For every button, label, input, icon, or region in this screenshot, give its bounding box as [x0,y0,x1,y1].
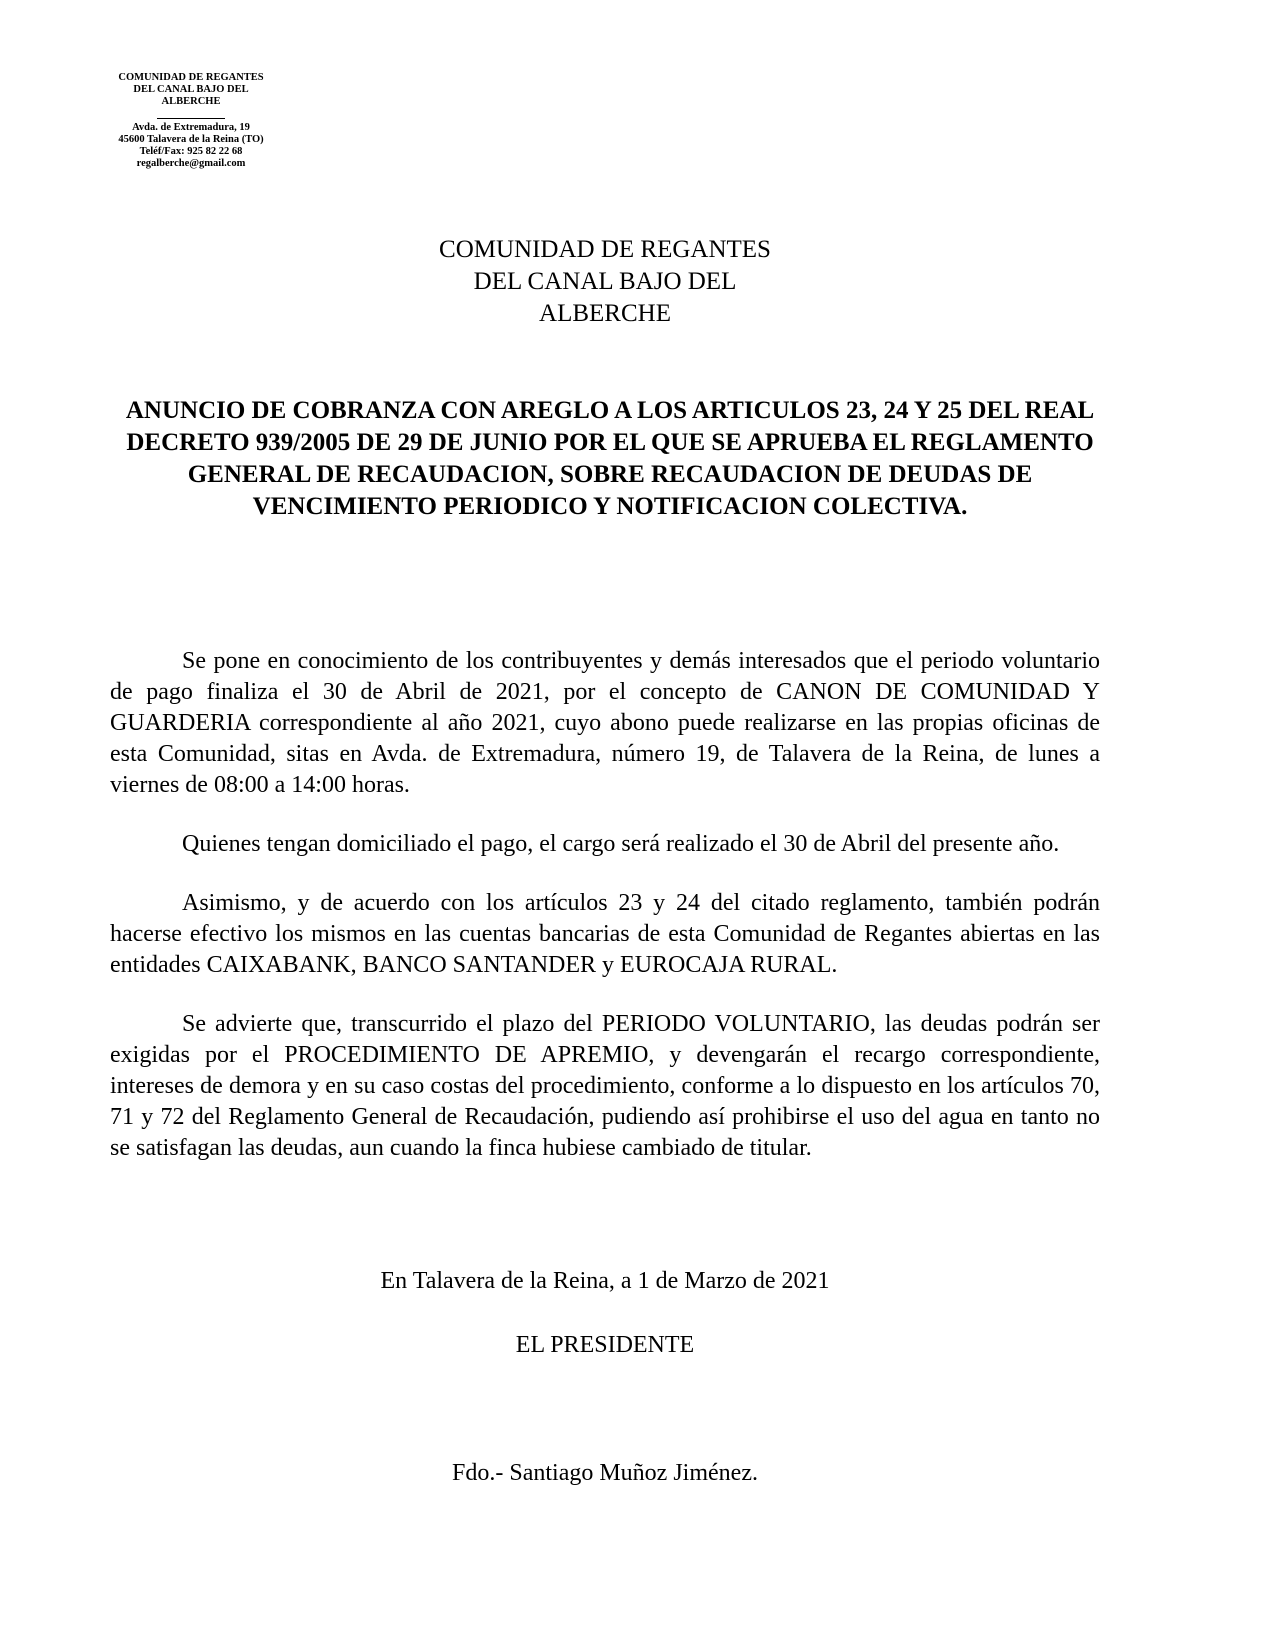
signature-line: Fdo.- Santiago Muñoz Jiménez. [452,1460,758,1486]
body-paragraph: Asimismo, y de acuerdo con los artículos 23 y 24 del citado reglamento, también podrán hacerse efectivo los mismos en las cuentas bancarias de esta Comunidad de Regantes abiertas en las entidades CAIXABANK, BANCO SANTANDER y EUROCAJA RURAL. [110,890,1100,978]
letterhead-org-line: ALBERCHE [161,96,221,107]
letterhead-org-line: DEL CANAL BAJO DEL [133,84,249,95]
letterhead-org-line: COMUNIDAD DE REGANTES [118,72,264,83]
body-paragraph: Se pone en conocimiento de los contribuyentes y demás interesados que el periodo voluntario de pago finaliza el 30 de Abril de 2021, por el concepto de CANON DE COMUNIDAD Y GUARDERIA correspondiente al año 2021, cuyo abono puede realizarse en las propias oficinas de esta Comunidad, sitas en Avda. de Extremadura, número 19, de Talavera de la Reina, de lunes a viernes de 08:00 a 14:00 horas. [110,648,1100,798]
notice-title: ANUNCIO DE COBRANZA CON AREGLO A LOS ARTICULOS 23, 24 Y 25 DEL REAL DECRETO 939/2005 DE 29 DE JUNIO POR EL QUE SE APRUEBA EL REGLAMENTO GENERAL DE RECAUDACION, SOBRE RECAUDACION DE DEUDAS DE VENCIMIENTO PERIODICO Y NOTIFICACION COLECTIVA. [125,397,1095,520]
signer-title: EL PRESIDENTE [515,1332,695,1358]
place-date: En Talavera de la Reina, a 1 de Marzo de 2021 [380,1268,830,1294]
letterhead-phone: Teléf/Fax: 925 82 22 68 [139,146,243,157]
body-paragraph: Se advierte que, transcurrido el plazo del PERIODO VOLUNTARIO, las deudas podrán ser exigidas por el PROCEDIMIENTO DE APREMIO, y devengarán el recargo correspondiente, intereses de demora y en su caso costas del procedimiento, conforme a lo dispuesto en los artículos 70, 71 y 72 del Reglamento General de Recaudación, pudiendo así prohibirse el uso del agua en tanto no se satisfagan las deudas, aun cuando la finca hubiese cambiado de titular. [110,1011,1100,1161]
letterhead-email: regalberche@gmail.com [136,158,246,169]
body-paragraph: Quienes tengan domiciliado el pago, el cargo será realizado el 30 de Abril del presente año. [182,831,1060,857]
letterhead-address: Avda. de Extremadura, 19 [132,122,250,133]
letterhead-city: 45600 Talavera de la Reina (TO) [118,134,264,145]
organization-title [0,234,1210,330]
organization-title-line: COMUNIDAD DE REGANTES [439,236,771,263]
notice-body [110,646,1100,1192]
organization-title-line: ALBERCHE [539,300,671,327]
letterhead [96,72,286,170]
letterhead-divider [157,110,225,119]
organization-title-line: DEL CANAL BAJO DEL [473,268,737,295]
